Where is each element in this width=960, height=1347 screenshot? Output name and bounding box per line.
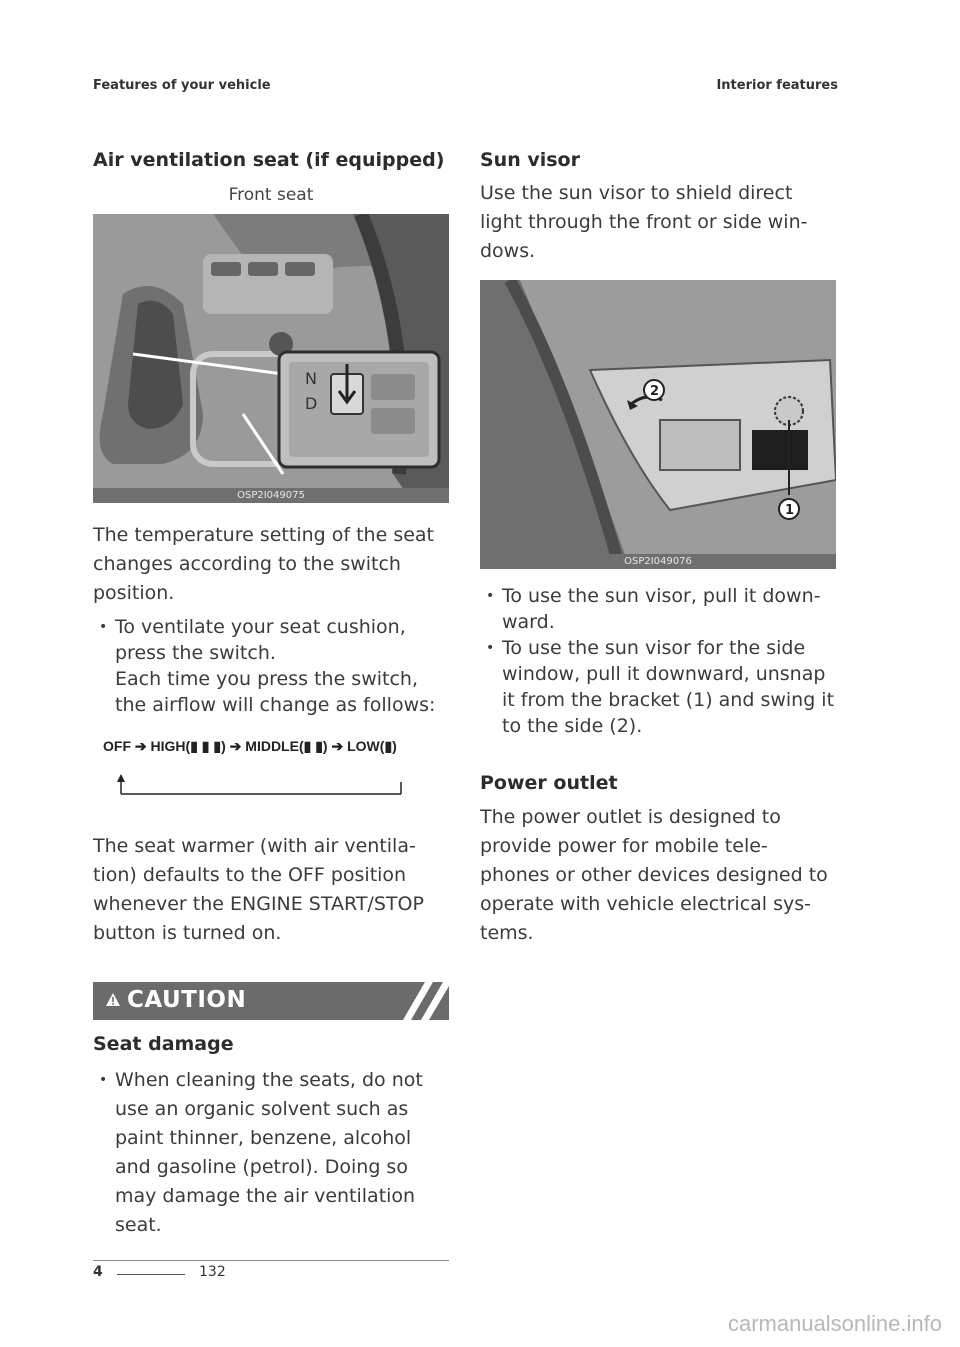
warning-triangle-icon: [105, 992, 121, 1007]
section-title-sun-visor: Sun visor: [480, 149, 580, 171]
airflow-bars-icon: ▮: [384, 738, 393, 754]
svg-text:N: N: [305, 369, 317, 388]
seq-low: LOW(: [347, 738, 385, 754]
caution-bullet-list: [93, 1066, 449, 1240]
ventilation-switch-illustration: [93, 214, 449, 503]
paragraph-temperature-setting: The temperature setting of the seat changes according to the switch position.: [93, 524, 435, 604]
seq-middle: MIDDLE(: [245, 738, 304, 754]
arrow-right-icon: ➔: [134, 738, 147, 754]
watermark: carmanualsonline.info: [727, 1311, 942, 1336]
figure-ventilation-switch: [93, 214, 449, 503]
list-item: • To use the sun visor for the side window, pull it downward, unsnap it from the bracket (1) and swing it to the side (2).: [480, 635, 836, 739]
callout-2: 2: [650, 384, 660, 399]
callout-1: 1: [785, 503, 795, 518]
ventilation-bullet-list: [93, 614, 449, 718]
arrow-right-icon: ➔: [229, 738, 242, 754]
airflow-bars-icon: ▮ ▮: [303, 738, 323, 754]
list-item: • When cleaning the seats, do not use an organic solvent such as paint thinner, benzene, alcohol and gasoline (petrol). Doing so may damage the air ventilation seat.: [93, 1066, 449, 1240]
seq-high: HIGH(: [150, 738, 191, 754]
airflow-sequence-labels: OFF ➔ HIGH(▮ ▮ ▮) ➔ MIDDLE(▮ ▮) ➔ LOW(▮): [103, 738, 397, 754]
running-header-right: Interior features: [716, 78, 838, 93]
paragraph-power-outlet: The power outlet is designed to provide power for mobile tele-phones or other devices designed to operate with vehicle electrical sys-tems.: [480, 806, 828, 944]
sun-visor-bullet-list: [480, 583, 836, 739]
running-header-left: Features of your vehicle: [93, 78, 271, 93]
figure-subcaption: Front seat: [228, 185, 314, 205]
figure-sun-visor: [480, 280, 836, 569]
section-title-power-outlet: Power outlet: [480, 772, 618, 794]
sun-visor-illustration: [480, 280, 836, 569]
airflow-bars-icon: ▮ ▮ ▮: [190, 738, 222, 754]
page-number: 132: [199, 1264, 226, 1280]
caution-banner: [93, 982, 449, 1020]
figure-code: OSP2I049075: [93, 488, 449, 503]
caution-end-rule: [93, 1260, 449, 1261]
bullet-line-1: To ventilate your seat cushion, press the switch.: [115, 616, 406, 664]
paragraph-seat-warmer-default: The seat warmer (with air ventila-tion) defaults to the OFF position whenever the ENGINE START/STOP button is turned on.: [93, 835, 424, 944]
list-item: • To use the sun visor, pull it down-ward.: [480, 583, 836, 635]
paragraph-sun-visor-intro: Use the sun visor to shield direct light through the front or side win-dows.: [480, 182, 808, 262]
caution-heading: Seat damage: [93, 1033, 234, 1055]
chapter-number: 4: [93, 1264, 103, 1280]
bullet-line-2: Each time you press the switch, the airflow will change as follows:: [115, 668, 436, 716]
list-item: [93, 614, 449, 718]
caution-stripes-decoration: [389, 982, 449, 1020]
right-column: [480, 146, 836, 948]
section-title-air-ventilation: Air ventilation seat (if equipped): [93, 149, 445, 171]
left-column: [93, 146, 449, 1261]
figure-code: OSP2I049076: [480, 554, 836, 569]
caution-label: CAUTION: [127, 987, 247, 1013]
footer-rule: [117, 1274, 185, 1275]
svg-text:D: D: [305, 394, 318, 413]
return-loop-arrow: [93, 738, 449, 798]
arrow-right-icon: ➔: [331, 738, 344, 754]
seq-off: OFF: [103, 738, 131, 754]
airflow-sequence-diagram: [93, 738, 449, 798]
